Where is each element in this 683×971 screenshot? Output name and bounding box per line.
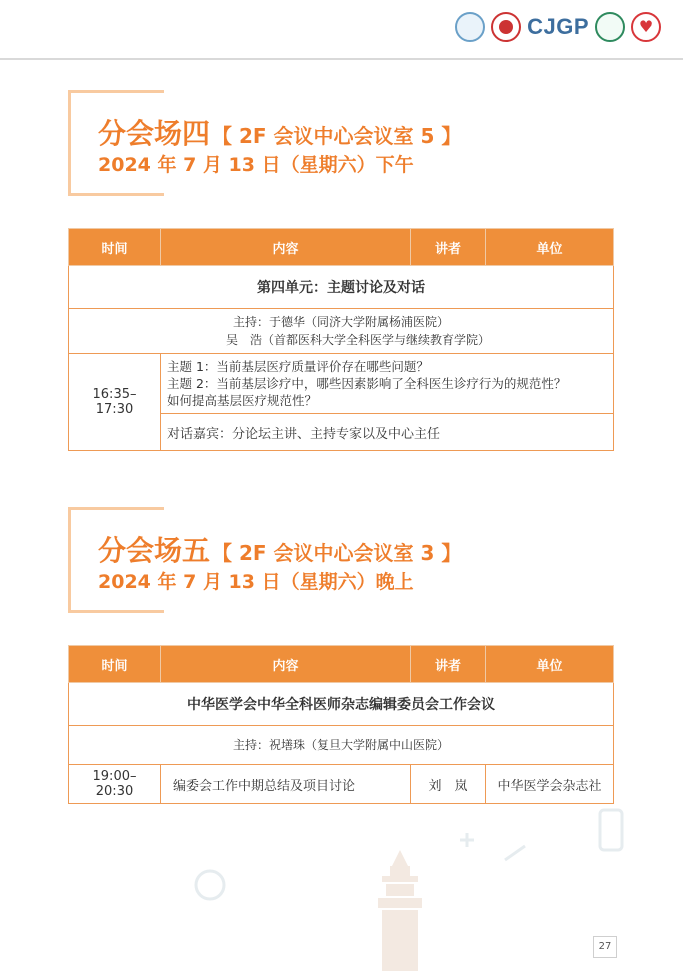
cjgp-logo: CJGP <box>527 14 589 39</box>
session4-schedule-table <box>68 228 614 451</box>
topic-2: 主题 2：当前基层诊疗中，哪些因素影响了全科医生诊疗行为的规范性？ <box>167 376 567 391</box>
session5-title: 分会场五 <box>98 534 211 567</box>
topics-cell <box>161 354 614 414</box>
col-header-content: 内容 <box>161 646 411 683</box>
speaker-cell: 刘 岚 <box>411 765 486 804</box>
decor-bottle-icon <box>600 810 622 850</box>
pagoda-illustration <box>378 850 422 971</box>
col-header-speaker: 讲者 <box>411 646 486 683</box>
session5-date: 2024 年 7 月 13 日（星期六）晚上 <box>98 571 414 593</box>
host-line-2: 吴 浩（首都医科大学全科医学与继续教育学院） <box>225 333 490 347</box>
header-divider <box>0 58 683 60</box>
session5-room: 【 2F 会议中心会议室 3 】 <box>212 541 462 565</box>
unit-title: 中华医学会中华全科医师杂志编辑委员会工作会议 <box>69 683 614 726</box>
col-header-time: 时间 <box>69 229 161 266</box>
page-number: 27 <box>593 936 617 958</box>
green-medical-logo-icon <box>595 12 625 42</box>
org-cell: 中华医学会杂志社 <box>486 765 614 804</box>
host-cell: 主持：祝墡珠（复旦大学附属中山医院） <box>69 726 614 765</box>
col-header-speaker: 讲者 <box>411 229 486 266</box>
table-header-row <box>69 646 614 683</box>
decor-pill-icon <box>505 846 525 860</box>
col-header-unit: 单位 <box>486 229 614 266</box>
emblem-blue-logo-icon <box>455 12 485 42</box>
time-cell: 19:00–20:30 <box>69 765 161 804</box>
red-association-logo-icon <box>491 12 521 42</box>
col-header-time: 时间 <box>69 646 161 683</box>
session4-date: 2024 年 7 月 13 日（星期六）下午 <box>98 154 414 176</box>
header-logos <box>455 12 661 42</box>
topic-3: 如何提高基层医疗规范性？ <box>167 393 318 408</box>
host-line-1: 主持：于德华（同济大学附属杨浦医院） <box>232 315 449 329</box>
host-cell <box>69 309 614 354</box>
table-header-row <box>69 229 614 266</box>
time-cell: 16:35–17:30 <box>69 354 161 451</box>
topic-1: 主题 1：当前基层医疗质量评价存在哪些问题？ <box>167 359 429 374</box>
red-heart-logo-icon: ♥ <box>631 12 661 42</box>
dialogue-cell: 对话嘉宾：分论坛主讲、主持专家以及中心主任 <box>161 414 614 451</box>
decorative-background <box>0 780 683 971</box>
decor-circle-icon <box>196 871 224 899</box>
session4-title: 分会场四 <box>98 117 211 150</box>
col-header-unit: 单位 <box>486 646 614 683</box>
col-header-content: 内容 <box>161 229 411 266</box>
session4-room: 【 2F 会议中心会议室 5 】 <box>212 124 462 148</box>
unit-title: 第四单元：主题讨论及对话 <box>69 266 614 309</box>
content-cell: 编委会工作中期总结及项目讨论 <box>161 765 411 804</box>
decor-plus-icon <box>460 833 474 847</box>
